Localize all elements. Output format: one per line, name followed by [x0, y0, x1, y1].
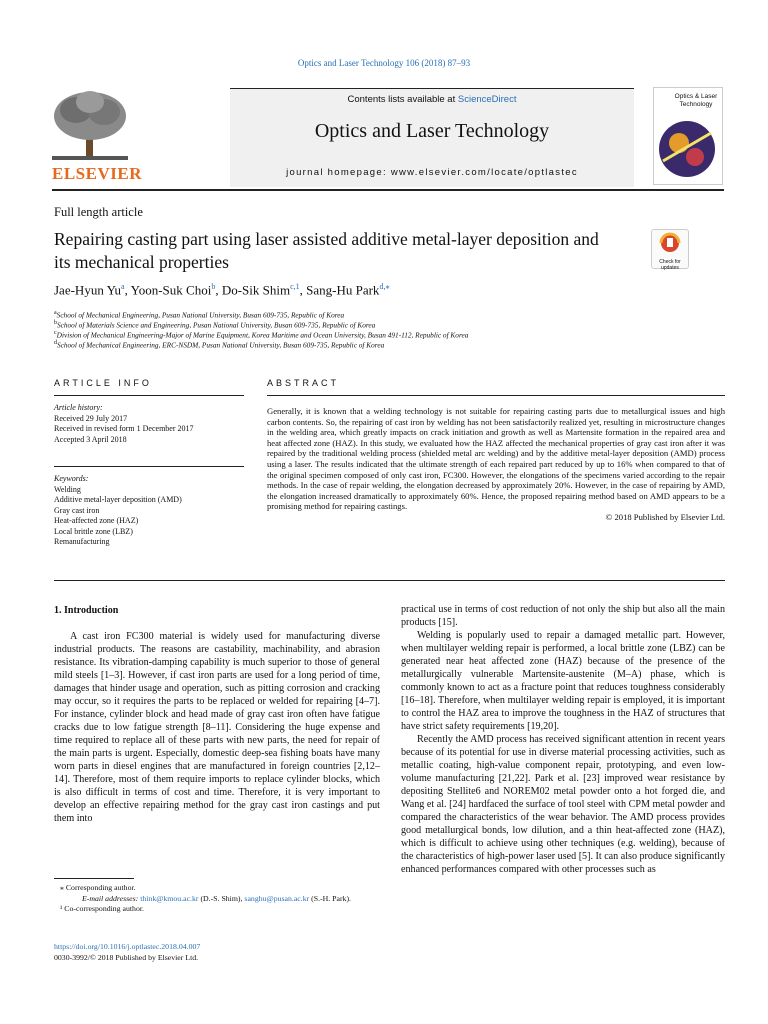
abstract-heading: ABSTRACT: [267, 378, 340, 388]
divider: [267, 395, 725, 396]
author-affiliation-mark[interactable]: c,1: [290, 282, 300, 291]
journal-homepage[interactable]: journal homepage: www.elsevier.com/locate/optlastec: [286, 167, 578, 178]
affiliation: $^d$School of Mechanical Engineering, ERC-NSDM, Pusan National University, Busan 609-735, Republic of Korea: [54, 340, 385, 350]
abstract-text: Generally, it is known that a welding technology is not suitable for repairing casting parts due to metallurgical issues and high carbon contents. So, the repairing of cast iron by welding has not been satisfactorily realized yet, resulting in microstructure changes in the welding area, which greatly impacts on crack initiation and growth as well as Martensite formation in the repaired area and heat affected zone (HAZ). In this study, we evaluated how the HAZ affected the mechanical properties of gray cast iron after it was repaired by the traditional welding process (shielded metal arc welding) and by the additive metal-layer deposition (AMD) process using a laser. The results indicated that the ultimate strength of each repaired part reduced by up to 16% when compared to that of the original specimen composed of only cast iron, FC300. However, the elongations of the specimens varied according to the repair methods. In the case of repair welding, the elongation decreased by approximately 20%. However, in the case of repairing by AMD, the elongation increased dramatically to approximately 60%. Hence, the proposed repairing method based on AMD appears to be a promising method for repairing castings. © 2018 Published by Elsevier Ltd.: [267, 406, 725, 522]
author-name[interactable]: Sang-Hu Park: [306, 282, 380, 298]
badge-label: Check for updates: [659, 259, 681, 271]
cover-image: [657, 117, 717, 179]
author-name[interactable]: Do-Sik Shim: [221, 282, 291, 298]
keyword: Heat-affected zone (HAZ): [54, 516, 139, 525]
email-link[interactable]: sanghu@pusan.ac.kr: [244, 893, 310, 903]
author-name[interactable]: Jae-Hyun Yu: [54, 282, 122, 298]
tree-icon: [48, 88, 132, 164]
journal-title[interactable]: Optics and Laser Technology: [314, 120, 550, 142]
sciencedirect-link[interactable]: ScienceDirect: [457, 94, 517, 105]
history-entry: Received in revised form 1 December 2017: [54, 424, 194, 433]
affiliation: $^c$Division of Mechanical Engineering-Major of Marine Equipment, Korea Maritime and Ocean University, Busan 491-112, Republic of Korea: [54, 330, 469, 340]
keyword: Gray cast iron: [54, 505, 100, 515]
paragraph: Welding is popularly used to repair a damaged metallic part. However, when multilayer welding repair is performed, a local brittle zone (LBZ) can be generated near heat affected zone (HAZ) because of the presence of the metallurgically vulnerable Martensite-austenite (M–A) phase, which is commonly known to act as a fracture point that reduces toughness considerably [16–18]. Therefore, when multilayer welding repair is employed, it is important to control the HAZ area to improve the toughness in the HAZ of structures that have strict safety requirements [19,20].: [401, 630, 725, 732]
history-entry: Accepted 3 April 2018: [54, 434, 127, 444]
divider: [54, 466, 244, 467]
left-column: [54, 630, 380, 825]
update-icon: [652, 230, 688, 254]
article-title: Repairing casting part using laser assisted additive metal-layer deposition and its mechanical properties: [54, 229, 599, 272]
author-list: Jae-Hyun Yu$^a$, Yoon-Suk Choi$^b$, Do-Sik Shim$^{c,1}$, Sang-Hu Park$^{d,⁎}$: [54, 282, 390, 298]
publisher-wordmark: ELSEVIER: [52, 164, 142, 183]
footnote-divider: [54, 878, 134, 879]
article-type: Full length article: [54, 205, 143, 219]
history-entry: Received 29 July 2017: [54, 413, 128, 423]
footnotes: [54, 883, 384, 915]
issn-copyright: 0030-3992/© 2018 Published by Elsevier Ltd.: [54, 953, 199, 962]
author-affiliation-mark[interactable]: b: [211, 282, 216, 291]
abstract-copyright: © 2018 Published by Elsevier Ltd.: [605, 511, 725, 522]
section-heading: 1. Introduction: [54, 605, 119, 616]
paragraph: Recently the AMD process has received significant attention in recent years because of its potential for use in diverse material processing activities, such as metallic coating, high-value component repair, prototyping, and even low-volume manufacturing [21,22]. Park et al. [23] improved wear resistance by depositing Stellite6 and NOREM02 metal powder onto a hot forged die, and Wang et al. [24] hardfaced the surface of tool steel with CPM metal powder and compared the characteristics of the wear behavior. The AMD process provides good metallurgical bonds, low dilution, and a thin heat-affected zone (HAZ), which is difficult to achieve using other techniques (e.g. welding), because of the characteristics of high-power laser used [5]. It can also produce significantly enhanced performances compared with other processes such as: [401, 734, 726, 875]
corresponding-note: ⁎ Corresponding author.: [60, 883, 136, 892]
co-corresponding-note: ¹ Co-corresponding author.: [60, 904, 144, 913]
header-divider: [52, 189, 724, 191]
affiliation: $^a$School of Mechanical Engineering, Pusan National University, Busan 609-735, Republic of Korea: [54, 310, 345, 320]
paragraph: practical use in terms of cost reduction of not only the ship but also all the main products [15].: [401, 604, 725, 628]
right-column: [401, 603, 725, 876]
article-history: Article history: Received 29 July 2017 Received in revised form 1 December 2017 Accepted 3 April 2018: [54, 403, 244, 445]
check-for-updates-badge[interactable]: [651, 229, 689, 269]
cover-title: Optics & Laser Technology: [674, 93, 718, 108]
author-name[interactable]: Yoon-Suk Choi: [130, 282, 212, 298]
paragraph: A cast iron FC300 material is widely used for manufacturing diverse industrial products. The reasons are castability, machinability, and abrasion resistance. Its vibration-damping capability is much superior to those of general mild steels [1–3]. However, if cast iron parts are used for a long period of time, damages that hinder usage and operation, such as pitting corrosion and cracking may occur, so it requires the parts to be replaced or welded for repairing [4–7]. For instance, cylinder block and head made of gray cast iron often have fatigue cracks due to low fatigue strength [8–11]. Considering the huge expense and time required to replace all of these parts with new parts, the need for repair of the main parts is urgent. Especially, domestic deep-sea fishing boats have many worn parts in diesel engines that are manufactured in foreign countries [2,12–14]. Therefore, most of them require imports to replace cylinder blocks, which is also difficult in terms of cost and time. Therefore, it is very important to develop an effective repairing method for the gray cast iron castings and put them into: [54, 631, 380, 824]
keyword: Additive metal-layer deposition (AMD): [54, 495, 182, 504]
divider: [54, 580, 725, 581]
keyword: Welding: [54, 484, 81, 494]
affiliation: $^b$School of Materials Science and Engineering, Pusan National University, Busan 609-735, Republic of Korea: [54, 320, 376, 330]
journal-citation[interactable]: Optics and Laser Technology 106 (2018) 87–93: [297, 58, 471, 68]
email-link[interactable]: think@kmou.ac.kr: [140, 893, 199, 903]
author-affiliation-mark[interactable]: d,⁎: [379, 282, 390, 291]
keywords: Keywords: Welding Additive metal-layer deposition (AMD) Gray cast iron Heat-affected zone (HAZ) Local brittle zone (LBZ) Remanufacturing: [54, 474, 244, 548]
keyword: Remanufacturing: [54, 537, 110, 546]
contents-available: Contents lists available at ScienceDirect: [347, 94, 517, 105]
article-info-heading: ARTICLE INFO: [54, 378, 152, 388]
doi-link[interactable]: https://doi.org/10.1016/j.optlastec.2018.04.007: [54, 942, 201, 951]
email-note: E-mail addresses: think@kmou.ac.kr (D.-S. Shim), sanghu@pusan.ac.kr (S.-H. Park).: [82, 893, 352, 903]
divider: [54, 395, 244, 396]
author-affiliation-mark[interactable]: a: [121, 282, 125, 291]
keyword: Local brittle zone (LBZ): [54, 526, 133, 536]
